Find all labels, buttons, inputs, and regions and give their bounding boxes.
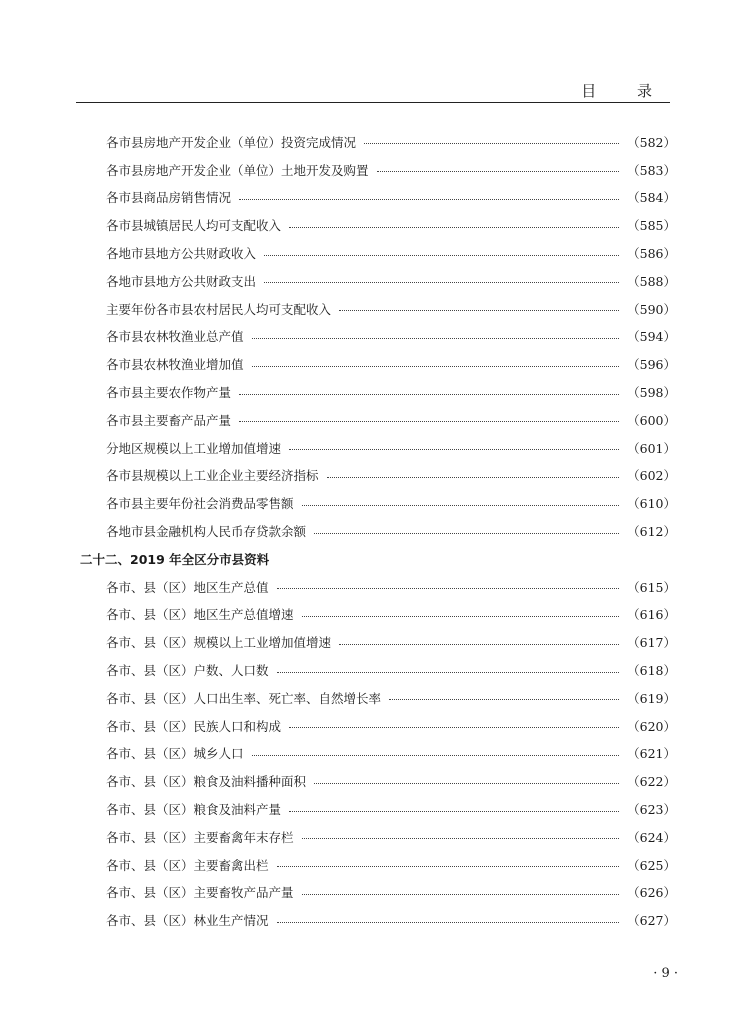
toc-page-number: （594） [627,329,676,345]
dot-leader [289,227,619,228]
toc-page-number: （598） [627,385,676,401]
toc-entry-label: 各市、县（区）粮食及油料产量 [106,802,282,818]
toc-page-number: （610） [627,496,676,512]
toc-entry-label: 各市、县（区）林业生产情况 [106,913,269,929]
toc-page-number: （616） [627,607,676,623]
dot-leader [252,338,620,339]
toc-entry [80,378,676,406]
toc-page-number: （584） [627,190,676,206]
toc-entry-label: 各市、县（区）民族人口和构成 [106,718,282,734]
dot-leader [302,616,620,617]
toc-page-number: （627） [627,913,676,929]
toc-page-number: （619） [627,690,676,706]
dot-leader [314,533,619,534]
toc-entry [80,462,676,490]
dot-leader [239,199,619,200]
toc-entry [80,489,676,517]
toc-entry [80,767,676,795]
toc-page-number: （621） [627,746,676,762]
toc-entry [80,267,676,295]
toc-entry [80,406,676,434]
toc-entry-label: 主要年份各市县农村居民人均可支配收入 [106,301,332,317]
toc-entry [80,851,676,879]
toc-entry-label: 各市县主要畜产品产量 [106,412,232,428]
toc-page-number: （623） [627,802,676,818]
dot-leader [289,811,619,812]
toc-entry-label: 各市、县（区）地区生产总值 [106,579,269,595]
dot-leader [302,838,620,839]
toc-entry [80,823,676,851]
dot-leader [289,727,619,728]
dot-leader [289,449,619,450]
header-rule [76,102,670,103]
toc-entry [80,795,676,823]
toc-entry-label: 二十二、2019 年全区分市县资料 [80,551,270,567]
toc-entry [80,128,676,156]
toc-page-number: （586） [627,246,676,262]
toc-page-number: （625） [627,857,676,873]
toc-entry [80,295,676,323]
toc-entry [80,740,676,768]
dot-leader [264,282,619,283]
dot-leader [339,644,619,645]
dot-leader [252,366,620,367]
dot-leader [302,894,620,895]
dot-leader [314,783,619,784]
toc-entry [80,684,676,712]
toc-entry-label: 各市县房地产开发企业（单位）投资完成情况 [106,134,357,150]
toc-entry [80,712,676,740]
toc-page-number: （615） [627,579,676,595]
dot-leader [327,477,620,478]
toc-entry-label: 各市、县（区）主要畜禽年末存栏 [106,829,294,845]
toc-entry [80,239,676,267]
toc-page-number: （617） [627,635,676,651]
dot-leader [277,922,620,923]
running-header-title: 目 录 [581,82,670,100]
toc-entry-label: 各市、县（区）城乡人口 [106,746,244,762]
toc-page-number: （582） [627,134,676,150]
dot-leader [389,699,619,700]
toc-entry [80,156,676,184]
toc-entry-label: 各市县主要年份社会消费品零售额 [106,496,294,512]
dot-leader [277,866,620,867]
toc-entry-label: 各市县城镇居民人均可支配收入 [106,218,282,234]
dot-leader [377,171,620,172]
toc-entry-label: 各地市县地方公共财政支出 [106,273,257,289]
toc-page-number: （601） [627,440,676,456]
page-number: · 9 · [653,966,678,981]
toc-page-number: （590） [627,301,676,317]
dot-leader [239,394,619,395]
dot-leader [277,588,620,589]
toc-entry [80,906,676,934]
toc-entry [80,211,676,239]
toc-entry-label: 各市县农林牧渔业增加值 [106,357,244,373]
toc-entry [80,323,676,351]
toc-entry [80,350,676,378]
toc-entry [80,434,676,462]
toc-page-number: （600） [627,412,676,428]
toc-page-number: （626） [627,885,676,901]
toc-page-number: （585） [627,218,676,234]
toc-page-number: （620） [627,718,676,734]
toc-entry [80,601,676,629]
toc-entry-label: 各地市县金融机构人民币存贷款余额 [106,524,307,540]
toc-entry [80,184,676,212]
dot-leader [364,143,619,144]
toc-entry-label: 各市、县（区）主要畜禽出栏 [106,857,269,873]
dot-leader [239,421,619,422]
toc-entry-label: 各市、县（区）规模以上工业增加值增速 [106,635,332,651]
toc-entry-label: 各市县房地产开发企业（单位）土地开发及购置 [106,162,369,178]
toc-entry-label: 各市县农林牧渔业总产值 [106,329,244,345]
dot-leader [277,672,620,673]
table-of-contents [80,128,676,934]
toc-entry-label: 各市、县（区）地区生产总值增速 [106,607,294,623]
dot-leader [302,505,620,506]
toc-page-number: （596） [627,357,676,373]
toc-entry-label: 分地区规模以上工业增加值增速 [106,440,282,456]
toc-page-number: （612） [627,524,676,540]
toc-entry-label: 各市、县（区）粮食及油料播种面积 [106,774,307,790]
toc-entry [80,573,676,601]
toc-entry-label: 各地市县地方公共财政收入 [106,246,257,262]
toc-entry-label: 各市、县（区）户数、人口数 [106,663,269,679]
toc-entry-label: 各市县主要农作物产量 [106,385,232,401]
toc-page-number: （583） [627,162,676,178]
toc-entry [80,879,676,907]
toc-entry-label: 各市县商品房销售情况 [106,190,232,206]
toc-page-number: （622） [627,774,676,790]
toc-page-number: （624） [627,829,676,845]
toc-entry-label: 各市、县（区）主要畜牧产品产量 [106,885,294,901]
dot-leader [264,255,619,256]
toc-entry-label: 各市县规模以上工业企业主要经济指标 [106,468,319,484]
toc-page-number: （588） [627,273,676,289]
dot-leader [339,310,619,311]
toc-page-number: （618） [627,663,676,679]
dot-leader [252,755,620,756]
toc-section-heading [80,545,676,573]
toc-page-number: （602） [627,468,676,484]
toc-entry-label: 各市、县（区）人口出生率、死亡率、自然增长率 [106,690,382,706]
toc-entry [80,656,676,684]
toc-entry [80,517,676,545]
toc-entry [80,628,676,656]
